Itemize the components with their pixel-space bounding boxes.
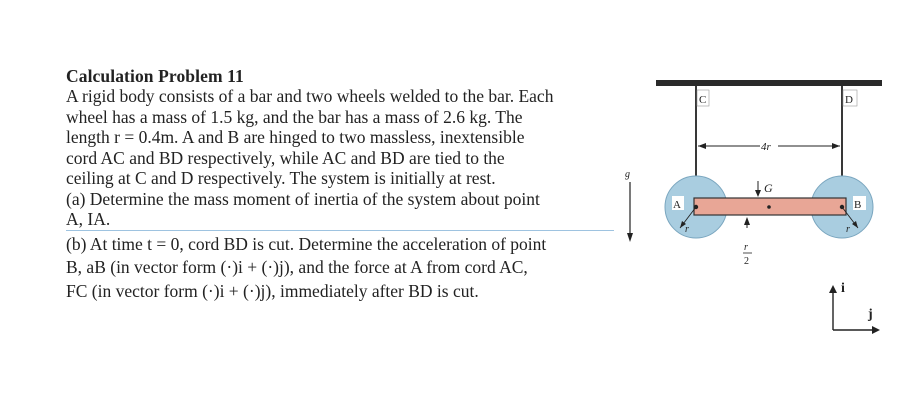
intro-line: A rigid body consists of a bar and two wheels welded to the bar. Each	[66, 86, 554, 106]
label-4r: 4r	[761, 141, 771, 153]
intro-line: cord AC and BD respectively, while AC and BD are tied to the	[66, 147, 505, 168]
problem-intro	[66, 86, 614, 189]
label-d: D	[845, 94, 853, 106]
label-g-point: G	[764, 181, 773, 195]
problem-title: Calculation Problem 11	[66, 66, 244, 86]
label-r-denominator: 2	[744, 256, 749, 267]
label-i: i	[841, 281, 845, 296]
label-r-left: r	[685, 224, 689, 235]
label-b: B	[854, 199, 862, 211]
label-r-numerator: r	[744, 242, 748, 253]
intro-line: ceiling at C and D respectively. The system is initially at rest.	[66, 168, 496, 188]
rigid-body-diagram	[610, 60, 910, 360]
part-a-line: (a) Determine the mass moment of inertia of the system about point	[66, 188, 540, 209]
problem-figure	[610, 60, 910, 360]
part-b-line: B, aB (in vector form (·)i + (·)j), and the force at A from cord AC,	[66, 257, 528, 277]
intro-line: length r = 0.4m. A and B are hinged to two massless, inextensible	[66, 127, 525, 147]
part-b-line: FC (in vector form (·)i + (·)j), immediately after BD is cut.	[66, 280, 479, 301]
part-a-line: A, IA.	[66, 209, 111, 229]
label-j: j	[868, 307, 873, 322]
problem-text	[66, 66, 614, 301]
label-r-right: r	[846, 224, 850, 235]
part-b-line: (b) At time t = 0, cord BD is cut. Determine the acceleration of point	[66, 233, 547, 254]
intro-line: wheel has a mass of 1.5 kg, and the bar has a mass of 2.6 kg. The	[66, 106, 523, 127]
label-a: A	[673, 199, 681, 211]
center-g	[767, 205, 771, 209]
label-gravity: g	[625, 169, 630, 180]
part-b	[66, 234, 614, 302]
label-c: C	[699, 94, 707, 106]
part-a	[66, 189, 614, 231]
